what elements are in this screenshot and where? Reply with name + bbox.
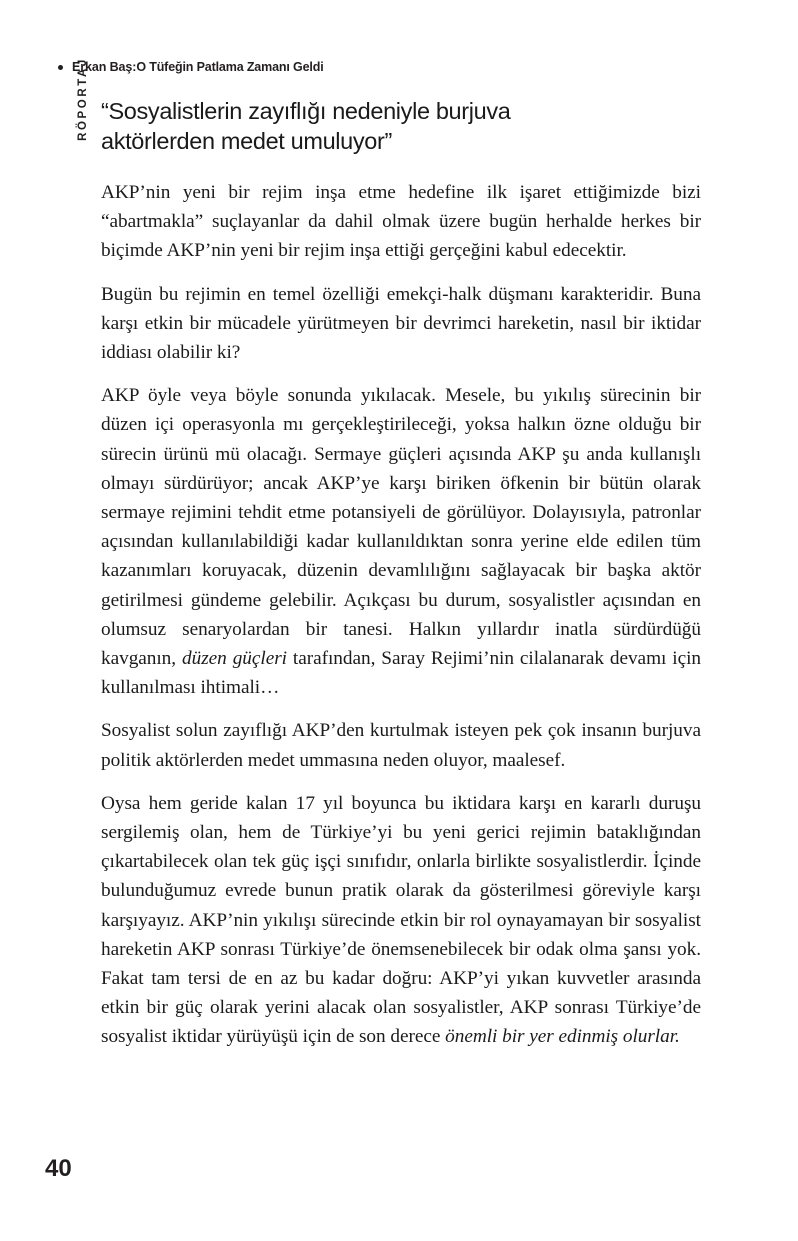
paragraph: AKP’nin yeni bir rejim inşa etme hedefine ilk işaret ettiğimizde bizi “abartmakla” suçlayanlar da dahil olmak üzere bugün herhalde herkes bir biçimde AKP’nin yeni bir rejim inşa ettiği gerçeğini kabul edecektir. (101, 182, 701, 262)
section-label-vertical (72, 49, 94, 149)
paragraph: Oysa hem geride kalan 17 yıl boyunca bu iktidara karşı en kararlı duruşu sergilemiş olan, hem de Türkiye’yi bu yeni gerici rejimin bataklığından çıkartabilecek olan tek güç işçi sınıfıdır, onlarla birlikte sosyalistlerdir. İçinde bulunduğumuz evrede bunun pratik olarak da gösterilmesi göreviyle karşı karşıyayız. AKP’nin yıkılışı sürecinde etkin bir rol oynayamayan bir sosyalist hareketin AKP sonrası Türkiye’de önemsenebilecek bir odak olma şansı yok. Fakat tam tersi de en az bu kadar doğru: AKP’yi yıkan kuvvetler arasında etkin bir güç olarak yerini alacak olan sosyalistler, AKP sonrası Türkiye’de sosyalist iktidar yürüyüşü için de son derece önemli bir yer edinmiş olurlar. (101, 792, 701, 1048)
article-body (101, 178, 701, 1052)
paragraph: AKP öyle veya böyle sonunda yıkılacak. Mesele, bu yıkılış sürecinin bir düzen içi operasyonla mı gerçekleştirileceği, yoksa halkın özne olduğu bir sürecin ürünü mü olacağı. Sermaye güçleri açısında AKP şu anda kullanışlı olmayı sürdürüyor; ancak AKP’ye karşı biriken öfkenin bir bütün olarak sermaye rejimini tehdit etme potansiyeli de görülüyor. Dolayısıyla, patronlar açısından kullanılabildiği kadar kullanıldıktan sonra yerine elde edilen tüm kazanımları koruyacak, düzenin devamlılığını sağlayacak bir başka aktör getirilmesi gündeme gelebilir. Açıkçası bu durum, sosyalistler açısından en olumsuz senaryolardan bir tanesi. Halkın yıllardır inatla sürdürdüğü kavganın, düzen güçleri tarafından, Saray Rejimi’nin cilalanarak devamı için kullanılması ihtimali… (101, 385, 701, 699)
section-label-text: RÖPORTAJ (77, 57, 89, 141)
page-number: 40 (45, 1155, 72, 1182)
running-head (58, 60, 324, 74)
running-head-title: O Tüfeğin Patlama Zamanı Geldi (136, 60, 324, 74)
article-content (101, 96, 701, 1052)
paragraph: Sosyalist solun zayıflığı AKP’den kurtulmak isteyen pek çok insanın burjuva politik aktörlerden medet ummasına neden oluyor, maalesef. (101, 720, 701, 771)
bullet-icon (58, 65, 63, 70)
paragraph: Bugün bu rejimin en temel özelliği emekçi-halk düşmanı karakteridir. Buna karşı etkin bir mücadele yürütmeyen bir devrimci hareketin, nasıl bir iktidar iddiası olabilir ki? (101, 283, 701, 364)
running-head-author: Erkan Baş: (72, 60, 137, 74)
running-head-text (72, 60, 324, 74)
page-title: “Sosyalistlerin zayıflığı nedeniyle burjuva aktörlerden medet umuluyor” (101, 98, 511, 154)
